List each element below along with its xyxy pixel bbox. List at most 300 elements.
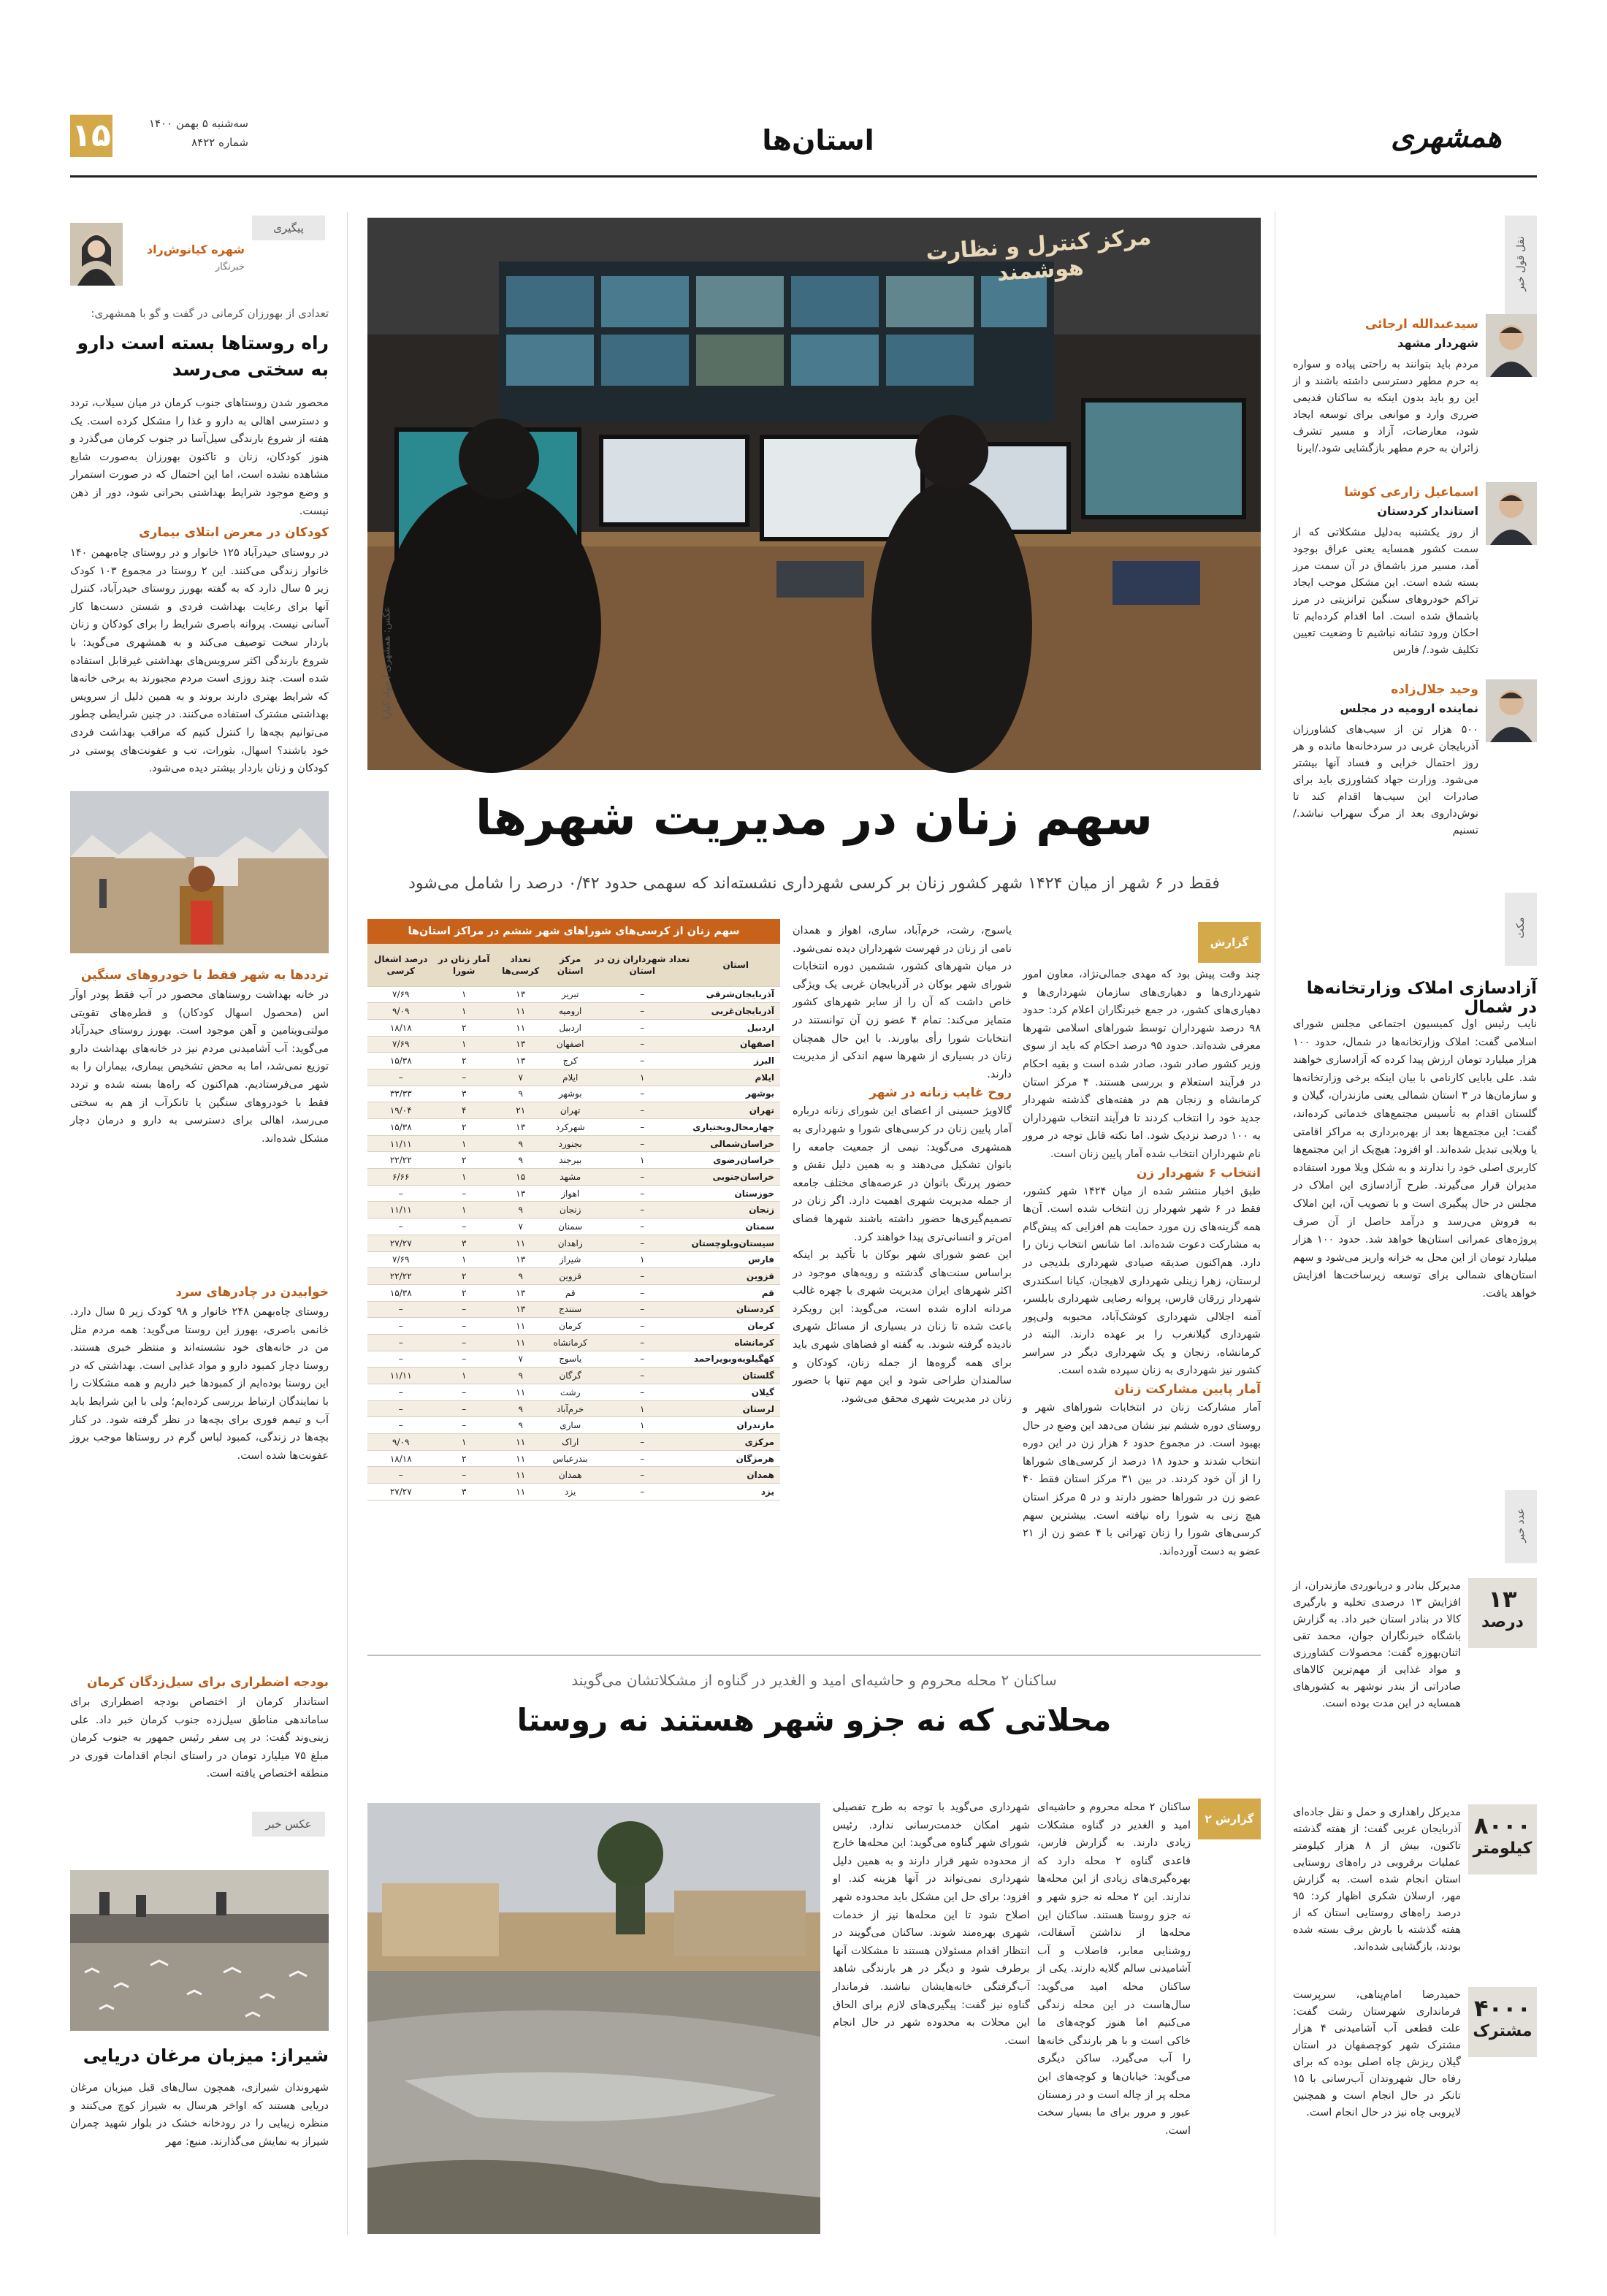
table-cell: – bbox=[367, 1218, 434, 1235]
number-body: مدیرکل راهداری و حمل و نقل جاده‌ای آذربایجان غربی گفت: از هفته گذشته تاکنون، بیش از ۸ هزار کیلومتر عملیات برفروبی در راه‌های روستایی استان انجام شده است. به گزارش مهر، ارسلان شکری اظهار کرد: ۹۵ درصد راه‌های روستایی استان که از هفته گذشته با بارش برف بسته شده بودند، بازگشایی شده‌اند. bbox=[1293, 1807, 1461, 1953]
table-cell: ۲۱ bbox=[494, 1102, 548, 1119]
table-cell: قم bbox=[547, 1284, 592, 1301]
table-cell: ۹/۰۹ bbox=[367, 1434, 434, 1451]
brand-logo: همشهری bbox=[1391, 121, 1502, 154]
table-cell: – bbox=[434, 1069, 493, 1086]
table-cell: ۹/۰۹ bbox=[367, 1003, 434, 1020]
table-cell: ۲ bbox=[434, 1019, 493, 1036]
table-cell: – bbox=[367, 1301, 434, 1318]
table-cell: ۹ bbox=[494, 1268, 548, 1285]
table-cell: – bbox=[593, 1169, 692, 1186]
table-row bbox=[367, 1268, 780, 1285]
left-title: راه روستاها بسته است دارو به سختی می‌رسد bbox=[77, 332, 329, 380]
quote-role: نماینده ارومیه در مجلس bbox=[1340, 701, 1478, 715]
table-cell: ارومیه bbox=[547, 1003, 592, 1020]
table-cell: – bbox=[434, 1318, 493, 1335]
table-row bbox=[367, 1450, 780, 1467]
quote-body: ۵۰۰ هزار تن از سیب‌های کشاورزان آذربایجان غربی در سردخانه‌ها مانده و هر روز احتمال خرابی و فساد آنها بیشتر می‌شود. وزارت جهاد کشاورزی باید برای صادرات این سیب‌ها اقدام کند تا نوش‌داروی بعد از مرگ سهراب نباشد./ تسنیم bbox=[1293, 724, 1478, 836]
author-name: شهره کیانوش‌راد bbox=[146, 243, 245, 256]
table-cell: – bbox=[593, 1450, 692, 1467]
table-cell: – bbox=[593, 1003, 692, 1020]
table-cell: – bbox=[593, 1086, 692, 1102]
table-cell: گلستان bbox=[692, 1368, 780, 1384]
table-cell: – bbox=[593, 1202, 692, 1218]
flood-tents-photo bbox=[70, 791, 329, 953]
left-s3-head: خوابیدن در چادرهای سرد bbox=[175, 1285, 329, 1300]
table-cell: ۷/۶۹ bbox=[367, 1251, 434, 1268]
table-row bbox=[367, 1417, 780, 1434]
table-cell: – bbox=[434, 1467, 493, 1484]
table-cell: بوشهر bbox=[547, 1086, 592, 1102]
left-kicker: تعدادی از بهورزان کرمانی در گفت و گو با همشهری: bbox=[91, 307, 329, 320]
table-cell: ۲ bbox=[434, 1268, 493, 1285]
number-value: ۴۰۰۰ bbox=[1473, 1994, 1532, 2022]
table-cell: ۳ bbox=[434, 1086, 493, 1102]
table-cell: ۷/۶۹ bbox=[367, 1036, 434, 1053]
table-cell: ۱۳ bbox=[494, 1185, 548, 1202]
table-cell: – bbox=[593, 1484, 692, 1500]
table-row bbox=[367, 1003, 780, 1020]
table-cell: ۲ bbox=[434, 1119, 493, 1136]
table-cell: ۱۱ bbox=[494, 1467, 548, 1484]
table-cell: قزوین bbox=[692, 1268, 780, 1285]
table-cell: – bbox=[367, 1417, 434, 1434]
table-cell: اهواز bbox=[547, 1185, 592, 1202]
left-photo-caption: ترددها به شهر فقط با خودروهای سنگین bbox=[80, 968, 329, 983]
table-cell: ۴ bbox=[434, 1102, 493, 1119]
number-body: مدیرکل بنادر و دریانوردی مازندران، از افزایش ۱۳ درصدی تخلیه و بارگیری کالا در بنادر استان خبر داد. به گزارش باشگاه خبرنگاران جوان، محمد تقی اثنان‌بهوزه گفت: محصولات کشاورزی و مواد غذایی از مهم‌ترین کالاهای صادراتی از بندر نوشهر به کشورهای همسایه در این مدت بوده است. bbox=[1293, 1580, 1462, 1709]
table-row bbox=[367, 1301, 780, 1318]
table-row bbox=[367, 1351, 780, 1368]
table-cell: ۹ bbox=[494, 1152, 548, 1169]
control-center-sign: مرکز کنترل و نظارت هوشمند bbox=[925, 224, 1153, 287]
table-cell: ۹ bbox=[494, 1202, 548, 1218]
table-cell: کردستان bbox=[692, 1301, 780, 1318]
number-item bbox=[1293, 1987, 1537, 2206]
table-cell: – bbox=[593, 986, 692, 1003]
table-cell: زنجان bbox=[547, 1202, 592, 1218]
table-row bbox=[367, 1284, 780, 1301]
table-cell: یزد bbox=[692, 1484, 780, 1500]
table-cell: ۱ bbox=[434, 1135, 493, 1152]
table-cell: یاسوج bbox=[547, 1351, 592, 1368]
table-title: سهم زنان از کرسی‌های شوراهای شهر ششم در مراکز استان‌ها bbox=[367, 919, 780, 944]
left-s2-body: در خانه بهداشت روستاهای محصور در آب فقط پودر اوآر اس (محصول اسهال کودکان) و قطره‌های تقویتی مولتی‌ویتامین و آهن موجود است. بهورز روستای حیدرآباد می‌گوید: آب آشامیدنی مردم نیز در خانه‌های بهداشت دارو توزیع نمی‌شد، اما به محض تشخیص بیماری، بیماران را به شهر می‌فرستادیم. هم‌اکنون که راه‌ها بسته شده و تردد فقط با خودروهای سنگین یا تانکرآب از هم به سختی می‌رسد، اهالی برای دسترسی به دارو و درمان دچار مشکل شده‌اند. bbox=[70, 989, 329, 1145]
header-rule bbox=[70, 175, 1537, 178]
table-cell: خوزستان bbox=[692, 1185, 780, 1202]
table-cell: ۱۳ bbox=[494, 1251, 548, 1268]
num-tag-label: عدد خبر bbox=[1515, 1508, 1527, 1543]
table-cell: ۱ bbox=[434, 1202, 493, 1218]
author-role: خبرنگار bbox=[215, 262, 245, 272]
table-cell: – bbox=[434, 1334, 493, 1351]
table-cell: گرگان bbox=[547, 1368, 592, 1384]
quote-role: استاندار کردستان bbox=[1377, 504, 1478, 518]
table-cell: ۱ bbox=[434, 1434, 493, 1451]
table-cell: ۹ bbox=[494, 1135, 548, 1152]
table-cell: – bbox=[593, 1351, 692, 1368]
table-cell: ۲ bbox=[434, 1450, 493, 1467]
table-cell: مشهد bbox=[547, 1169, 592, 1186]
left-s3-body: روستای چاه‌بهمن ۲۴۸ خانوار و ۹۸ کودک زیر ۵ سال دارد. خانمی باصری، بهورز این روستا می‌گوید: همه مردم مثل من در خانه‌های خود نشسته‌اند و منتظر خبری هستند. روستا دچار کمبود دارو و مواد غذایی است. بهداشتی که در این روستا بوده‌ایم از کمبودها خبر داریم و همه مشکلات را با نمایندگان ارتباط بررسی کرده‌ایم؛ ولی با این شرایط باید آب و تیمم فوری برای بچه‌ها در نظر گرفته شود. در کنار بچه‌ها در زندگی، کمبود لباس گرم در روستاها موجب بروز عفونت‌ها شده است. bbox=[70, 1306, 329, 1462]
table-cell: ۱۱/۱۱ bbox=[367, 1368, 434, 1384]
num-tag bbox=[1505, 1490, 1537, 1563]
left-lead: محصور شدن روستاهای جنوب کرمان در میان سیلاب، تردد و دسترسی اهالی به دارو و غذا را مشکل کرده است. یک هفته از شروع بارندگی سیل‌آسا در جنوب کرمان می‌گذرد و هنوز کودکان، زنان و تاکنون بهورزان به‌صورت شایع مشاهده نشده است، اما این احتمال که در صورت استمرار و وضع موجود شرایط بهداشتی بحرانی شود، دور از ذهن نیست. bbox=[70, 397, 329, 517]
table-cell: ۷/۶۹ bbox=[367, 986, 434, 1003]
quote-name: سیدعبدالله ارجائی bbox=[1364, 317, 1478, 332]
article-col2-p2: این عضو شورای شهر بوکان با تأکید بر اینکه براساس سنت‌های گذشته و رویه‌های موجود در اکثر شهرهای ایران مدیریت شهری با چهره غالب مردانه اداره شده است، می‌گوید: این رویکرد باعث شده تا زنان در بسیاری از مسائل شهری نادیده گرفته شوند. به گفته او فضاهای شهری باید برای همه گروه‌ها از جمله زنان، کودکان و سالمندان طراحی شود و این مهم تنها با حضور زنان در مدیریت شهری محقق می‌شود. bbox=[793, 1249, 1012, 1405]
report-tag: گزارش bbox=[1198, 922, 1261, 963]
table-cell: ۱۱/۱۱ bbox=[367, 1135, 434, 1152]
table-cell: – bbox=[434, 1218, 493, 1235]
left-s1-body: در روستای حیدرآباد ۱۲۵ خانوار و در روستای چاه‌بهمن ۱۴۰ خانوار زندگی می‌کنند. این ۲ روستا در مجموع ۱۰۳ کودک زیر ۵ سال دارد که به گفته بهورز روستای حیدرآباد، کنترل آنها برای رعایت بهداشت فردی و شستن دست‌ها کار آسانی نیست. پروانه باصری شرایط را برای کودکان و زنان باردار سخت توصیف می‌کند و به همشهری می‌گوید: با شروع بارندگی اکثر سرویس‌های بهداشتی غیرقابل استفاده شده است. چند روزی است مردم مجبورند به برخی خانه‌ها که شرایط بهتری دارند بروند و به همین دلیل از سرویس بهداشتی مشترک استفاده می‌کنند. در چنین شرایطی چطور می‌توانیم بچه‌ها را کنترل کنیم که مراقب بهداشت فردی خود باشند؟ اسهال، بثورات، تب و عفونت‌های پوستی در کودکان و زنان باردار بیشتر دیده می‌شود. bbox=[70, 547, 329, 775]
table-cell: – bbox=[593, 1053, 692, 1069]
table-cell: اردبیل bbox=[692, 1019, 780, 1036]
seagulls-photo bbox=[70, 1870, 329, 2031]
left-s1-head: کودکان در معرض ابتلای بیماری bbox=[139, 525, 329, 540]
table-row bbox=[367, 1169, 780, 1186]
issue-number: شماره ۸۴۲۲ bbox=[191, 136, 248, 149]
issue-date: سه‌شنبه ۵ بهمن ۱۴۰۰ bbox=[148, 117, 248, 130]
table-cell: ۱۵/۳۸ bbox=[367, 1119, 434, 1136]
table-header-row bbox=[367, 944, 780, 986]
table-cell: شیراز bbox=[547, 1251, 592, 1268]
photo-credit: عکس: همشهری / جواد کیارا bbox=[381, 606, 393, 720]
mid-title: آزادسازی املاک وزارتخانه‌ها در شمال bbox=[1306, 979, 1537, 1017]
table-cell: ۹ bbox=[494, 1417, 548, 1434]
table-cell: ۳۳/۳۳ bbox=[367, 1086, 434, 1102]
table-cell: ۱۱ bbox=[494, 1235, 548, 1251]
number-unit: مشترک bbox=[1473, 2022, 1532, 2040]
table-cell: سیستان‌وبلوچستان bbox=[692, 1235, 780, 1251]
number-value: ۸۰۰۰ bbox=[1473, 1812, 1532, 1839]
table-cell: – bbox=[434, 1301, 493, 1318]
table-row bbox=[367, 1185, 780, 1202]
table-cell: تبریز bbox=[547, 986, 592, 1003]
quote-avatar bbox=[1486, 679, 1537, 742]
number-badge bbox=[1468, 1987, 1537, 2057]
flooded-alley-photo bbox=[367, 1803, 820, 2234]
table-row bbox=[367, 1119, 780, 1136]
quotes-tag bbox=[1505, 216, 1537, 318]
table-cell: ۲ bbox=[434, 1152, 493, 1169]
table-cell: ۱۱ bbox=[494, 1003, 548, 1020]
main-headline: سهم زنان در مدیریت شهرها bbox=[475, 790, 1153, 846]
table-cell: ۱ bbox=[434, 1169, 493, 1186]
table-cell: آذربایجان‌غربی bbox=[692, 1003, 780, 1020]
table-header-cell: درصد اشغال کرسی bbox=[367, 944, 434, 986]
table-row bbox=[367, 1036, 780, 1053]
main-subhead: فقط در ۶ شهر از میان ۱۴۲۴ شهر کشور زنان بر کرسی شهرداری نشسته‌اند که سهمی حدود ۰/۴۲ درصد را شامل می‌شود bbox=[408, 874, 1220, 893]
table-cell: ۲۷/۲۷ bbox=[367, 1484, 434, 1500]
table-row bbox=[367, 1467, 780, 1484]
table-cell: ۱۵ bbox=[494, 1169, 548, 1186]
table-cell: خراسان‌رضوی bbox=[692, 1152, 780, 1169]
table-cell: – bbox=[593, 1235, 692, 1251]
table-cell: زنجان bbox=[692, 1202, 780, 1218]
table-cell: – bbox=[593, 1185, 692, 1202]
table-cell: ۱۱ bbox=[494, 1334, 548, 1351]
table-row bbox=[367, 1019, 780, 1036]
article-col1-intro: چند وقت پیش بود که مهدی جمالی‌نژاد، معاون امور شهرداری‌ها و دهیاری‌های سازمان شهرداری‌ها و دهیاری‌های کشور، در جمع خبرنگاران اعلام کرد: حدود ۹۸ درصد شهرداران توسط شوراهای اسلامی شهرها معرفی شده‌اند. حدود ۹۵ درصد احکام که باید از سوی وزیر کشور صادر شود، صادر شده است و بقیه احکام در فرآیند استعلام و بررسی هستند. ۴ مرکز استان کرمانشاه و زنجان هم در هفته‌های گذشته شهردار جدید خود را انتخاب کردند تا فرآیند انتخاب شهرداران به ۱۰۰ درصد نزدیک شود. اما نکته قابل توجه در مرور نام شهرداران انتخاب شده آمار پایین زنان است. bbox=[1023, 969, 1261, 1160]
table-cell: قزوین bbox=[547, 1268, 592, 1285]
table-cell: ۱ bbox=[593, 1417, 692, 1434]
table-row bbox=[367, 1218, 780, 1235]
table-cell: ۷ bbox=[494, 1351, 548, 1368]
quote-avatar bbox=[1486, 482, 1537, 545]
table-header-cell: تعداد شهرداران زن در استان bbox=[593, 944, 692, 986]
table-cell: – bbox=[593, 1368, 692, 1384]
table-cell: – bbox=[593, 1019, 692, 1036]
table-cell: ۱ bbox=[593, 1152, 692, 1169]
table-cell: کرمانشاه bbox=[692, 1334, 780, 1351]
table-row bbox=[367, 1086, 780, 1102]
table-cell: ۱۱/۱۱ bbox=[367, 1202, 434, 1218]
table-cell: همدان bbox=[547, 1467, 592, 1484]
table-cell: کرمان bbox=[547, 1318, 592, 1335]
table-cell: اصفهان bbox=[692, 1036, 780, 1053]
table-row bbox=[367, 1368, 780, 1384]
number-item bbox=[1293, 1578, 1537, 1790]
table-cell: – bbox=[434, 1351, 493, 1368]
table-cell: ۱ bbox=[434, 1251, 493, 1268]
table-cell: ۱ bbox=[434, 1003, 493, 1020]
number-item bbox=[1293, 1804, 1537, 1980]
number-badge bbox=[1468, 1804, 1537, 1874]
table-cell: – bbox=[367, 1185, 434, 1202]
table-row bbox=[367, 1251, 780, 1268]
table-cell: – bbox=[434, 1384, 493, 1401]
table-cell: خراسان‌جنوبی bbox=[692, 1169, 780, 1186]
mid-tag bbox=[1505, 893, 1537, 966]
table-row bbox=[367, 1318, 780, 1335]
table-cell: – bbox=[367, 1318, 434, 1335]
table-cell: – bbox=[593, 1135, 692, 1152]
article-col1-h2: انتخاب ۶ شهردار زن bbox=[1136, 1165, 1261, 1181]
table-cell: ۱۱ bbox=[494, 1019, 548, 1036]
table-cell: – bbox=[593, 1301, 692, 1318]
control-center-photo bbox=[367, 218, 1261, 770]
table-cell: ۱۱ bbox=[494, 1484, 548, 1500]
table-header-cell: تعداد کرسی‌ها bbox=[494, 944, 548, 986]
divider-left bbox=[347, 212, 348, 2235]
table-cell: – bbox=[593, 1334, 692, 1351]
table-cell: ۱۳ bbox=[494, 1284, 548, 1301]
article-col2-p1: گالاویژ حسینی از اعضای این شورای زنانه درباره آمار پایین زنان در کرسی‌های شورا و شهرداری به همشهری می‌گوید: نیمی از جمعیت جامعه را بانوان تشکیل می‌دهند و به همین دلیل نقش و حضور پررنگ بانوان در عرصه‌های مختلف جامعه از جمله مدیریت شهری اهمیت دارد. اگر زنان در تصمیم‌گیری‌ها حضور داشته باشند شهرها فضای امن‌تر و انسانی‌تری پیدا خواهند کرد. bbox=[793, 1105, 1012, 1243]
table-cell: خرم‌آباد bbox=[547, 1400, 592, 1417]
mid-body: نایب رئیس اول کمیسیون اجتماعی مجلس شورای اسلامی گفت: املاک وزارتخانه‌ها در شمال، حدود ۱۰۰ هزار میلیارد تومان ارزش پیدا کرده که آزادسازی خواهند شد. علی بابایی کارنامی با بیان اینکه برخی وزارتخانه‌ها و سازمان‌ها در ۳ استان شمالی یعنی مازندران، گیلان و گلستان اقدام به تأسیس مجتمع‌های خدماتی کرده‌اند، گفت: این مجتمع‌ها بعد از بهره‌برداری به مراکز اقامتی یا ویلایی تبدیل شده‌اند. او افزود: هیچ‌یک از این مجتمع‌ها کاربری اصلی خود را ندارند و به شکل ویلا مورد استفاده مدیران قرار می‌گیرند. طرح آزادسازی این املاک در مجلس در حال پیگیری است و با تصویب آن، این املاک به فروش می‌رسد و درآمد حاصل از آن صرف پروژه‌های عمرانی استان‌ها خواهد شد. حدود ۱۰۰ هزار میلیارد تومان از این محل به خزانه واریز می‌شود و سهم استان‌های شمالی برای توسعه زیرساخت‌ها افزایش خواهد یافت. bbox=[1292, 1018, 1537, 1300]
table-row bbox=[367, 1434, 780, 1451]
article-col2 bbox=[793, 922, 1012, 1652]
quote-body: از روز یکشنبه به‌دلیل مشکلاتی که از سمت کشور همسایه یعنی عراق بوجود آمد، مسیر مرز باشماق در آن سمت مرز بسته شده است. این مشکل موجب ایجاد تراکم خودروهای سنگین ترانزیتی در مرز باشماق شده است. اما اقدام کرده‌ایم تا احکان ورود تشانه نباشیم تا وضعیت تعیین تکلیف شود./ فارس bbox=[1293, 527, 1478, 656]
table-cell: اصفهان bbox=[547, 1036, 592, 1053]
table-cell: ۱ bbox=[593, 1400, 692, 1417]
table-cell: ۳ bbox=[434, 1235, 493, 1251]
table-cell: ۱۸/۱۸ bbox=[367, 1450, 434, 1467]
article-col2-intro: یاسوج، رشت، خرم‌آباد، ساری، اهواز و همدان نامی از زنان در فهرست شهرداران دیده نمی‌شود. در میان شهرهای کشور، ششمین دوره انتخابات شورای شهر بوکان در آذربایجان غربی یک ویژگی خاص داشت که آن را از سایر شهرهای کشور متمایز می‌کند: تمام ۴ عضو زن آن توانستند در انتخابات شورا رأی بیاورند. با این حال همچنان زنان در بسیاری از شهرها سهم اندکی از مدیریت دارند. bbox=[793, 925, 1012, 1080]
table-cell: چهارمحال‌وبختیاری bbox=[692, 1119, 780, 1136]
table-row bbox=[367, 1384, 780, 1401]
table-cell: – bbox=[593, 1384, 692, 1401]
women-seats-table bbox=[367, 919, 780, 1613]
table-cell: شهرکرد bbox=[547, 1119, 592, 1136]
table-cell: همدان bbox=[692, 1467, 780, 1484]
table-cell: آذربایجان‌شرقی bbox=[692, 986, 780, 1003]
table-cell: کرمانشاه bbox=[547, 1334, 592, 1351]
table-cell: ۹ bbox=[494, 1368, 548, 1384]
bottom-kicker: ساکنان ۲ محله محروم و حاشیه‌ای امید و الغدیر در گناوه از مشکلاتشان می‌گویند bbox=[571, 1671, 1057, 1689]
table-cell: ایلام bbox=[547, 1069, 592, 1086]
table-row bbox=[367, 1400, 780, 1417]
table-cell: – bbox=[367, 1351, 434, 1368]
table-cell: ۷ bbox=[494, 1069, 548, 1086]
table-cell: رشت bbox=[547, 1384, 592, 1401]
author-avatar bbox=[70, 223, 123, 286]
table-row bbox=[367, 1069, 780, 1086]
table-row bbox=[367, 986, 780, 1003]
article-col1-p3: آمار مشارکت زنان در انتخابات شوراهای شهر و روستای دوره ششم نیز نشان می‌دهد این وضع در حال بهبود است. در مجموع حدود ۶ هزار زن در این دوره انتخاب شدند و حدود ۱۸ درصد از کرسی‌های شوراها را از آن خود کردند. در بین ۳۱ مرکز استان فقط ۴۰ عضو زن در شوراها حضور دارند و در ۵ مرکز استان هیچ زنی به شورا راه نیافته است. بیشترین سهم کرسی‌های شورا را زنان تهرانی با ۴ عضو زن از ۲۱ عضو به دست آورده‌اند. bbox=[1023, 1402, 1261, 1557]
table-cell: – bbox=[367, 1334, 434, 1351]
table-row bbox=[367, 1202, 780, 1218]
bottom-col1: ساکنان ۲ محله محروم و حاشیه‌ای امید و الغدیر در گناوه مشکلات زیادی دارند. به گزارش فارس، قاعدی گناوه ۲ محله دارد که بهره‌گیری‌های زیادی از این محله‌ها ندارند. این ۲ محله نه جزو شهر و نه جزو روستا هستند. ساکنان این محله‌ها از نداشتن آسفالت، روشنایی معابر، فاضلاب و آب آشامیدنی سالم گلایه دارند. یکی از ساکنان محله امید می‌گوید: سال‌هاست در این محله زندگی می‌کنیم اما هنوز کوچه‌های ما خاکی است و با هر بارندگی خانه‌ها را آب می‌گیرد. ساکن دیگری می‌گوید: خیابان‌ها و کوچه‌های این محله پر از چاله است و در زمستان عبور و مرور برای ما بسیار سخت است. bbox=[1037, 1801, 1191, 2137]
bottom-headline: محلاتی که نه جزو شهر هستند نه روستا bbox=[516, 1702, 1112, 1738]
table-cell: – bbox=[367, 1400, 434, 1417]
table-cell: قم bbox=[692, 1284, 780, 1301]
table-cell: ۱۱ bbox=[494, 1318, 548, 1335]
section-title: استان‌ها bbox=[762, 124, 874, 156]
table-cell: ۱۳ bbox=[494, 1053, 548, 1069]
table-cell: ۲ bbox=[434, 1284, 493, 1301]
number-badge bbox=[1468, 1578, 1537, 1648]
bottom-col2: شهرداری می‌گوید با توجه به طرح تفصیلی شهر امکان خدمت‌رسانی ندارد. رئیس شورای شهر گناوه می‌گوید: این محله‌ها خارج از محدوده شهر قرار دارند و به همین دلیل شهرداری نمی‌تواند در آنها هزینه کند. او افزود: برای حل این مشکل باید محدوده شهر اصلاح شود تا این محله‌ها نیز از خدمات شهری بهره‌مند شوند. ساکنان می‌گویند در انتظار اقدام مسئولان هستند تا مشکلات آنها برطرف شود و دیگر در هر بارندگی شاهد آب‌گرفتگی خانه‌هایشان نباشند. فرماندار گناوه نیز گفت: پیگیری‌های لازم برای الحاق این محلات به محدوده شهر در حال انجام است. bbox=[833, 1801, 1030, 2047]
table-cell: – bbox=[367, 1467, 434, 1484]
table-cell: ۱ bbox=[593, 1251, 692, 1268]
table-cell: – bbox=[367, 1384, 434, 1401]
table-cell: ایلام bbox=[692, 1069, 780, 1086]
table-row bbox=[367, 1484, 780, 1500]
table-cell: ۱ bbox=[434, 1368, 493, 1384]
table-cell: – bbox=[593, 1102, 692, 1119]
table-cell: مرکزی bbox=[692, 1434, 780, 1451]
table-cell: – bbox=[434, 1185, 493, 1202]
table-cell: هرمزگان bbox=[692, 1450, 780, 1467]
table-cell: ۹ bbox=[494, 1400, 548, 1417]
table-cell: اردبیل bbox=[547, 1019, 592, 1036]
table-cell: سمنان bbox=[692, 1218, 780, 1235]
table-cell: ۱۸/۱۸ bbox=[367, 1019, 434, 1036]
table-header-cell: آمار زنان در شورا bbox=[434, 944, 493, 986]
table-cell: ۱۹/۰۴ bbox=[367, 1102, 434, 1119]
table-cell: ۲۷/۲۷ bbox=[367, 1235, 434, 1251]
table-cell: ۱۱ bbox=[494, 1450, 548, 1467]
table-cell: فارس bbox=[692, 1251, 780, 1268]
table-cell: تهران bbox=[547, 1102, 592, 1119]
table-cell: البرز bbox=[692, 1053, 780, 1069]
quote-block bbox=[1293, 314, 1537, 468]
table-cell: – bbox=[593, 1434, 692, 1451]
table-cell: ساری bbox=[547, 1417, 592, 1434]
table-cell: – bbox=[593, 1218, 692, 1235]
table-cell: کرج bbox=[547, 1053, 592, 1069]
bottom-tag: گزارش ۲ bbox=[1198, 1799, 1261, 1839]
quote-body: مردم باید بتوانند به راحتی پیاده و سواره به حرم مطهر دسترسی داشته باشند و از این رو باید بدون اینکه به ساکنان قدیمی ضرری وارد و موانعی برای توسعه ایجاد شود، معارضات، آزاد و مسیر تشرف زائران به حرم مطهر بازگشایی شود./ایرنا bbox=[1293, 359, 1478, 454]
table-cell: یزد bbox=[547, 1484, 592, 1500]
table-cell: مازندران bbox=[692, 1417, 780, 1434]
table-cell: ۱۱ bbox=[494, 1384, 548, 1401]
left-s4-body: استاندار کرمان از اختصاص بودجه اضطراری برای ساماندهی مناطق سیل‌زده جنوب کرمان خبر داد. علی زینی‌وند گفت: در پی سفر رئیس جمهور به جنوب کرمان مبلغ ۷۵ میلیارد تومان در راستای انجام اقدامات فوری در منطقه اختصاص یافته است. bbox=[70, 1696, 329, 1780]
table-cell: بوشهر bbox=[692, 1086, 780, 1102]
article-col1-h3: آمار پایین مشارکت زنان bbox=[1114, 1382, 1261, 1397]
number-value: ۱۳ bbox=[1488, 1585, 1517, 1613]
table-cell: ۲ bbox=[434, 1053, 493, 1069]
quote-role: شهردار مشهد bbox=[1397, 336, 1478, 350]
table-cell: – bbox=[593, 1467, 692, 1484]
table-cell: ۱ bbox=[434, 986, 493, 1003]
table-cell: سمنان bbox=[547, 1218, 592, 1235]
table-cell: زاهدان bbox=[547, 1235, 592, 1251]
table-cell: – bbox=[367, 1069, 434, 1086]
left-tag: پیگیری bbox=[252, 216, 325, 240]
page-number-box: ۱۵ bbox=[70, 115, 112, 157]
table-row bbox=[367, 1152, 780, 1169]
table-cell: بجنورد bbox=[547, 1135, 592, 1152]
article-col1-p2: طبق اخبار منتشر شده از میان ۱۴۲۴ شهر کشور، فقط در ۶ شهر شهردار زن انتخاب شده است. آن‌ها همه گزینه‌های زن مورد حمایت هم افزایی که پیش‌گام به مشارکت دعوت شده‌اند. اما شانس انتخاب زنان را دارد. هم‌اکنون صدیقه صیادی شهرداری بلدیجی در لرستان، زهرا زینلی شهرداری لاهیجان، کیانا اسکندری شهردار زرقان فارس، پروانه رضایی شهرداری بابلسر، آمنه اجلالی شهرداری کوشک‌آباد، محبوبه ولی‌پور شهرداری گیلانغرب را بر عهده دارند. البته در کرمانشاه، زنجان و یک شهرداری دیگر در سراسر کشور نیز شهرداری به زنان سپرده شده است. bbox=[1023, 1185, 1261, 1377]
table-cell: ۳ bbox=[434, 1484, 493, 1500]
number-unit: کیلومتر bbox=[1473, 1839, 1532, 1858]
table-cell: ۱۵/۳۸ bbox=[367, 1284, 434, 1301]
table-cell: ۱ bbox=[434, 1036, 493, 1053]
table-cell: ۱۳ bbox=[494, 986, 548, 1003]
table-cell: – bbox=[593, 1268, 692, 1285]
table-cell: سنندج bbox=[547, 1301, 592, 1318]
table-cell: – bbox=[593, 1036, 692, 1053]
table-cell: – bbox=[593, 1284, 692, 1301]
table-row bbox=[367, 1334, 780, 1351]
table-row bbox=[367, 1102, 780, 1119]
quote-name: اسماعیل زارعی کوشا bbox=[1344, 485, 1478, 500]
table-cell: ۱۳ bbox=[494, 1036, 548, 1053]
table-body bbox=[367, 986, 780, 1500]
quote-name: وحید جلال‌زاده bbox=[1391, 682, 1478, 697]
number-body: حمیدرضا امام‌پناهی، سرپرست فرمانداری شهرستان رشت گفت: علت قطعی آب آشامیدنی ۴ هزار مشترک شهر کوچصفهان در استان گیلان ریزش چاه اصلی بوده که برای رفاه حال شهروندان آب‌رسانی با ۱۵ تانکر در حال انجام است و همچنین لایروبی چاه نیز در حال انجام است. bbox=[1293, 1989, 1461, 2118]
table-cell: بیرجند bbox=[547, 1152, 592, 1169]
article-col1 bbox=[1023, 922, 1261, 1652]
table-row bbox=[367, 1135, 780, 1152]
table-cell: بندرعباس bbox=[547, 1450, 592, 1467]
table-cell: – bbox=[593, 1318, 692, 1335]
table-cell: خراسان‌شمالی bbox=[692, 1135, 780, 1152]
table-cell: گیلان bbox=[692, 1384, 780, 1401]
quote-block bbox=[1293, 679, 1537, 869]
mid-tag-label: مکث bbox=[1515, 917, 1527, 939]
table-cell: ۱ bbox=[593, 1069, 692, 1086]
quote-block bbox=[1293, 482, 1537, 665]
table-cell: لرستان bbox=[692, 1400, 780, 1417]
table-cell: ۱۵/۳۸ bbox=[367, 1053, 434, 1069]
table-cell: – bbox=[434, 1417, 493, 1434]
table-cell: کرمان bbox=[692, 1318, 780, 1335]
table-cell: ۷ bbox=[494, 1218, 548, 1235]
table-cell: ۱۳ bbox=[494, 1301, 548, 1318]
table-cell: – bbox=[434, 1400, 493, 1417]
table-cell: ۱۳ bbox=[494, 1119, 548, 1136]
number-unit: درصد bbox=[1481, 1613, 1524, 1631]
table-cell: ۹ bbox=[494, 1086, 548, 1102]
quotes-tag-label: نقل قول خبر bbox=[1515, 236, 1527, 291]
table-cell: ۶/۶۶ bbox=[367, 1169, 434, 1186]
table-cell: تهران bbox=[692, 1102, 780, 1119]
table-row bbox=[367, 1053, 780, 1069]
